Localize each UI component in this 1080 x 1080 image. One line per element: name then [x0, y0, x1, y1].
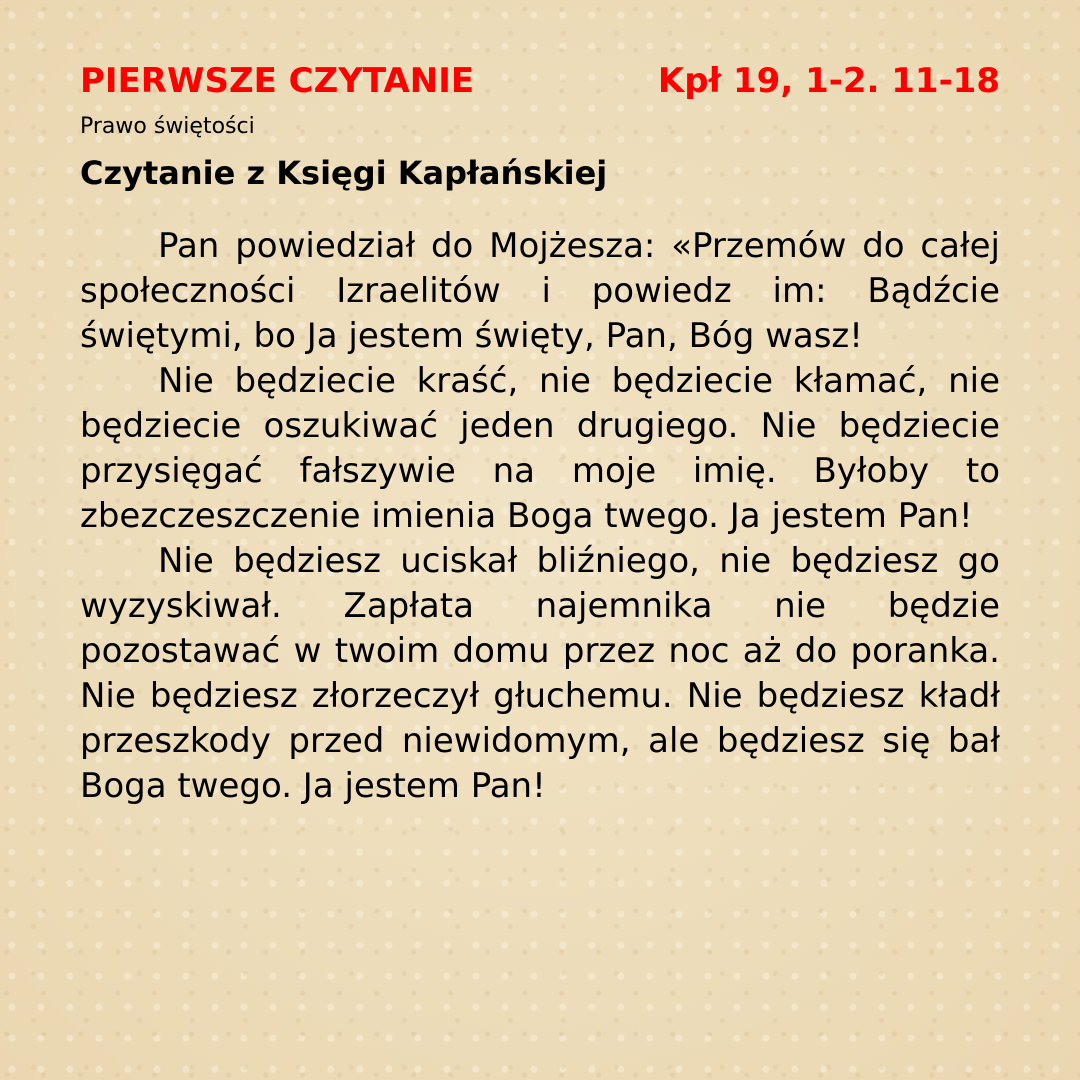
- reading-subtitle: Prawo świętości: [80, 114, 255, 139]
- reading-header: [80, 58, 1000, 104]
- section-title: PIERWSZE CZYTANIE: [80, 61, 475, 101]
- reading-page: [80, 58, 1000, 809]
- book-title: Czytanie z Księgi Kapłańskiej: [80, 154, 608, 192]
- paragraph-2: Nie będziecie kraść, nie będziecie kłamać, nie będziecie oszukiwać jeden drugiego. Nie będziecie przysięgać fałszywie na moje imię. Byłoby to zbezczeszczenie imienia Boga twego. Ja jestem Pan!: [80, 361, 1000, 536]
- reading-body: [80, 224, 1000, 809]
- paragraph-3: Nie będziesz uciskał bliźniego, nie będziesz go wyzyskiwał. Zapłata najemnika nie będzie pozostawać w twoim domu przez noc aż do poranka. Nie będziesz złorzeczył głuchemu. Nie będziesz kładł przeszkody przed niewidomym, ale będziesz się bał Boga twego. Ja jestem Pan!: [80, 541, 1000, 806]
- paragraph-1: Pan powiedział do Mojżesza: «Przemów do całej społeczności Izraelitów i powiedz im: Bądźcie świętymi, bo Ja jestem święty, Pan, Bóg wasz!: [80, 226, 1000, 356]
- scripture-reference: Kpł 19, 1-2. 11-18: [657, 61, 1000, 101]
